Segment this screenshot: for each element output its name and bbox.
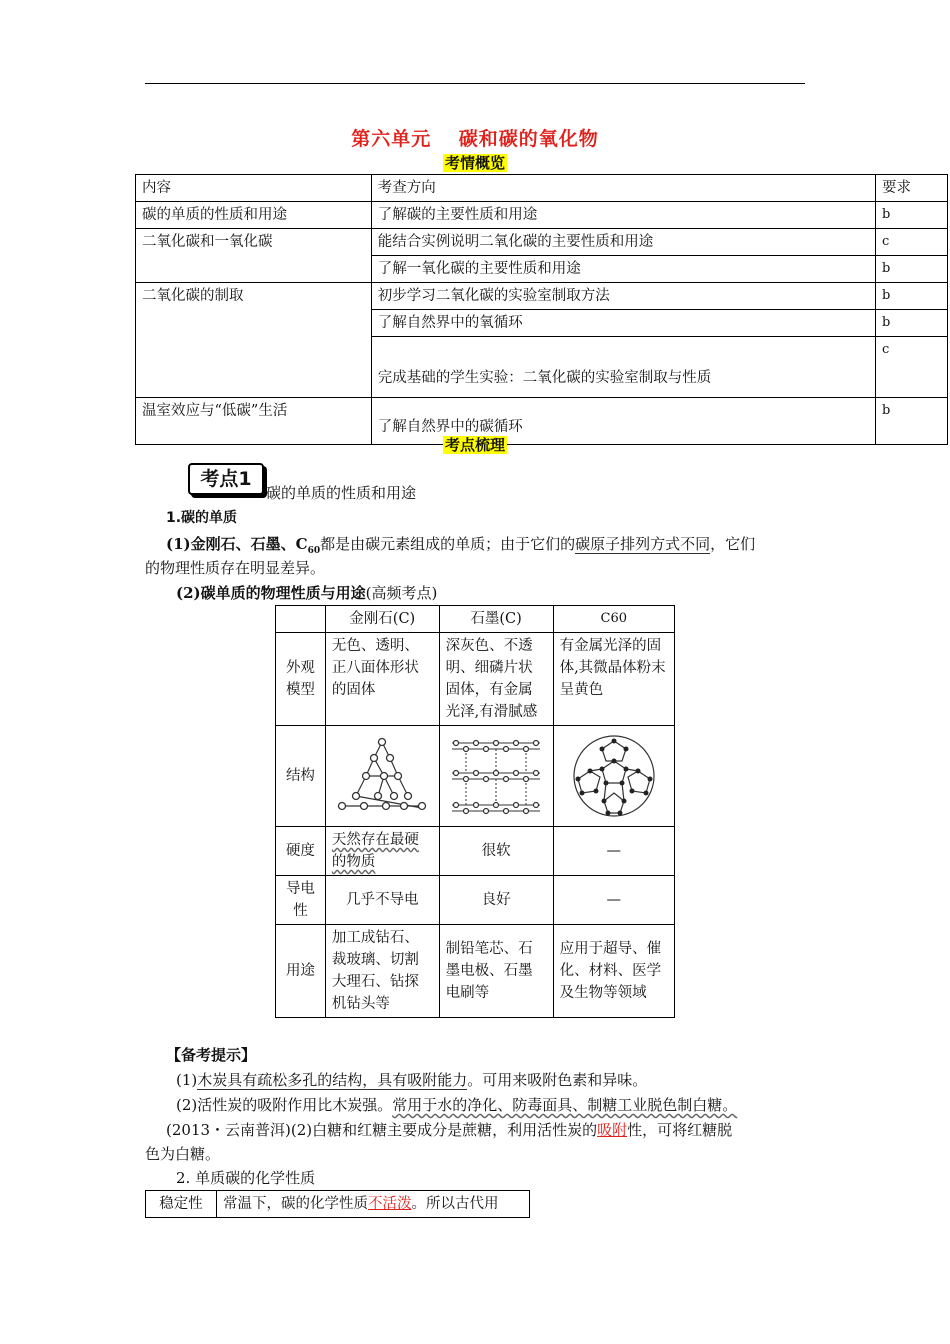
table-row: 导电性 几乎不导电 良好 —: [276, 876, 675, 925]
table-row: 二氧化碳的制取 初步学习二氧化碳的实验室制取方法 b: [136, 283, 948, 310]
table-row: 了解一氧化碳的主要性质和用途 b: [136, 256, 948, 283]
chemical-properties-table: [145, 1190, 530, 1218]
tip-line: (2)活性炭的吸附作用比木炭强。常用于水的净化、防毒面具、制糖工业脱色制白糖。: [176, 1096, 738, 1114]
header-rule: [145, 83, 805, 84]
paragraph-line: 的物理性质存在明显差异。: [145, 559, 326, 577]
subsection-heading: 2. 单质碳的化学性质: [176, 1169, 316, 1187]
carbon-properties-table: [275, 605, 675, 1018]
table-row: 了解自然界中的氧循环 b: [136, 310, 948, 337]
subsection-heading: 1.碳的单质: [166, 510, 238, 526]
table-row: 碳的单质的性质和用途 了解碳的主要性质和用途 b: [136, 202, 948, 229]
kaodian-badge: 考点1: [188, 463, 264, 495]
table-row: 硬度 天然存在最硬的物质 很软 —: [276, 827, 675, 876]
table-row: 温室效应与“低碳”生活 了解自然界中的碳循环 b: [136, 398, 948, 445]
overview-table: [135, 174, 948, 445]
page-title: 第六单元 碳和碳的氧化物: [351, 128, 599, 150]
section-heading-overview: 考情概览: [444, 154, 505, 172]
graphite-structure-image: [439, 726, 553, 827]
tips-heading: 【备考提示】: [166, 1046, 257, 1064]
c60-structure-image: [553, 726, 674, 827]
table-row: 用途 加工成钻石、裁玻璃、切割大理石、钻探机钻头等 制铅笔芯、石墨电极、石墨电刷等 应用于超导、催化、材料、医学及生物等领域: [276, 925, 675, 1018]
kaodian-title: 碳的单质的性质和用途: [266, 484, 417, 502]
table-row: 完成基础的学生实验：二氧化碳的实验室制取与性质 c: [136, 337, 948, 398]
table-row: 金刚石(C) 石墨(C) C60: [276, 606, 675, 633]
paragraph-line: (1)金刚石、石墨、$C_{60}$都是由碳元素组成的单质；由于它们的碳原子排列方式不同，它们: [166, 535, 756, 556]
table-row: 内容 考查方向 要求: [136, 175, 948, 202]
table-row: 外观模型 无色、透明、正八面体形状的固体 深灰色、不透明、细磷片状固体，有金属光泽,有滑腻感 有金属光泽的固体,其微晶体粉末呈黄色: [276, 633, 675, 726]
subsection-heading: (2)碳单质的物理性质与用途(高频考点): [176, 584, 438, 602]
section-heading-points: 考点梳理: [444, 436, 505, 454]
diamond-structure-image: [325, 726, 439, 827]
example-line: (2013・云南普洱)(2)白糖和红糖主要成分是蔗糖，利用活性炭的吸附性，可将红糖脱: [166, 1121, 733, 1139]
table-row: 二氧化碳和一氧化碳 能结合实例说明二氧化碳的主要性质和用途 c: [136, 229, 948, 256]
table-row: 稳定性 常温下，碳的化学性质不活泼。所以古代用: [146, 1191, 530, 1218]
tip-line: (1)木炭具有疏松多孔的结构，具有吸附能力。可用来吸附色素和异味。: [176, 1071, 648, 1089]
example-line: 色为白糖。: [145, 1145, 221, 1163]
table-row: 结构: [276, 726, 675, 827]
